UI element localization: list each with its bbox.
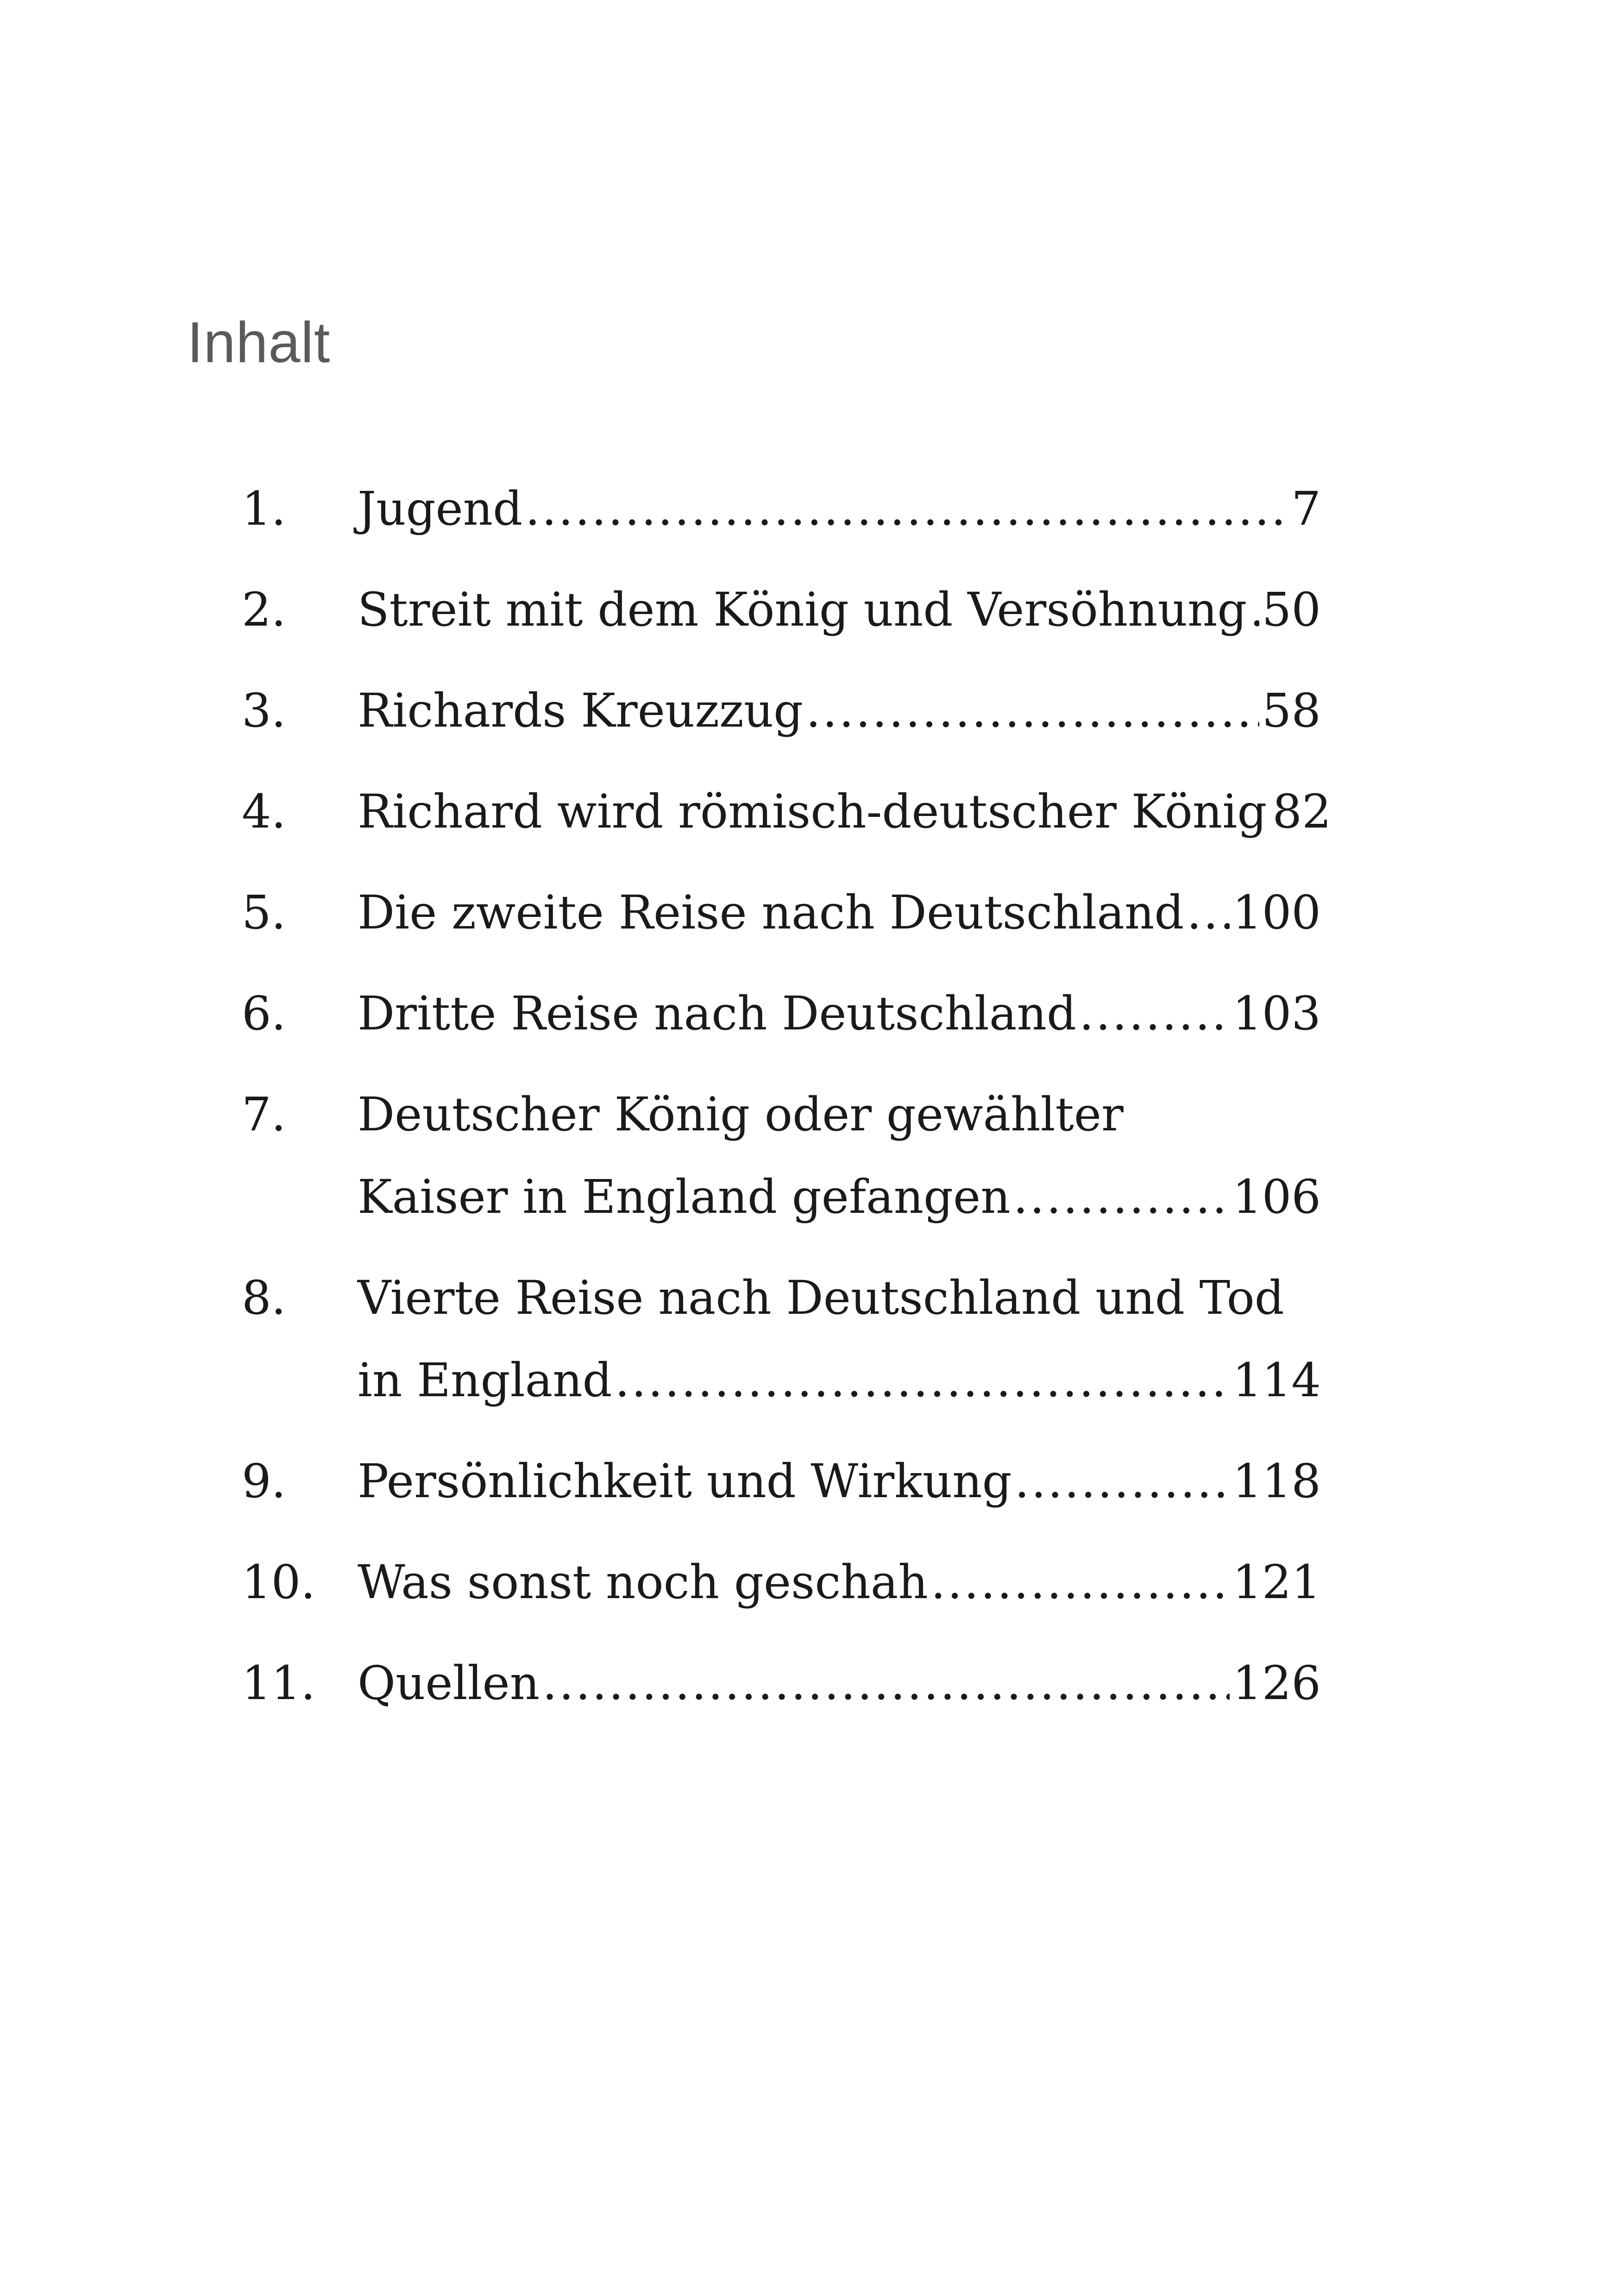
dot-leader [1013, 1156, 1230, 1238]
entry-number: 11. [242, 1656, 316, 1710]
entry-page-number: 103 [1232, 986, 1321, 1041]
entry-body [358, 1073, 1321, 1238]
entry-number: 8. [242, 1271, 286, 1325]
entry-number: 1. [242, 482, 286, 536]
toc-entry[interactable] [242, 872, 1321, 954]
entry-title: Jugend [358, 482, 523, 536]
table-of-contents [242, 468, 1332, 1743]
entry-body [358, 468, 1321, 550]
entry-title: Quellen [358, 1656, 540, 1710]
entry-row [358, 1339, 1321, 1422]
entry-body [358, 1541, 1321, 1624]
entry-row [358, 468, 1321, 550]
dot-leader [525, 468, 1288, 550]
toc-heading: Inhalt [187, 311, 331, 375]
entry-page-number: 106 [1232, 1170, 1321, 1224]
toc-entry[interactable] [242, 771, 1332, 853]
entry-row [358, 1541, 1321, 1624]
entry-row [358, 771, 1332, 853]
toc-entry[interactable] [242, 972, 1321, 1055]
entry-body [358, 1642, 1321, 1725]
entry-title: Kaiser in England gefangen [358, 1170, 1011, 1224]
entry-title: Dritte Reise nach Deutschland [358, 986, 1076, 1041]
entry-title: Richards Kreuzzug [358, 684, 804, 738]
dot-leader [615, 1339, 1230, 1422]
toc-entry[interactable] [242, 569, 1321, 651]
entry-row [358, 1156, 1321, 1238]
entry-body [358, 1440, 1321, 1523]
entry-row [358, 1642, 1321, 1725]
dot-leader [1079, 972, 1230, 1055]
dot-leader [542, 1642, 1230, 1725]
entry-row [358, 872, 1321, 954]
entry-body [358, 872, 1321, 954]
entry-page-number: 118 [1232, 1454, 1321, 1508]
entry-number: 6. [242, 986, 286, 1041]
entry-number: 2. [242, 583, 286, 637]
entry-title: Richard wird römisch-deutscher König [358, 784, 1267, 839]
entry-number: 7. [242, 1087, 286, 1142]
dot-leader [1187, 872, 1230, 954]
dot-leader [1015, 1440, 1230, 1523]
entry-page-number: 100 [1232, 885, 1321, 940]
entry-page-number: 58 [1262, 684, 1321, 738]
entry-title: Die zweite Reise nach Deutschland [358, 885, 1184, 940]
entry-title-first-line: Vierte Reise nach Deutschland und Tod [358, 1271, 1284, 1325]
entry-number: 5. [242, 885, 286, 940]
entry-page-number: 114 [1232, 1353, 1321, 1407]
entry-page-number: 82 [1272, 784, 1332, 839]
entry-title: Persönlichkeit und Wirkung [358, 1454, 1012, 1508]
entry-title: Was sonst noch geschah [358, 1555, 928, 1609]
entry-body [358, 569, 1321, 651]
entry-title: Streit mit dem König und Versöhnung [358, 583, 1247, 637]
entry-row [358, 1440, 1321, 1523]
entry-number: 9. [242, 1454, 286, 1508]
toc-entry[interactable] [242, 670, 1321, 752]
toc-entry[interactable] [242, 1440, 1321, 1523]
entry-page-number: 126 [1232, 1656, 1321, 1710]
entry-page-number: 121 [1232, 1555, 1321, 1609]
dot-leader [806, 670, 1259, 752]
entry-page-number: 50 [1262, 583, 1321, 637]
toc-entry[interactable] [242, 1541, 1321, 1624]
entry-body [358, 771, 1332, 853]
entry-page-number: 7 [1291, 482, 1321, 536]
entry-title-first-line: Deutscher König oder gewählter [358, 1087, 1124, 1142]
entry-number: 4. [242, 784, 286, 839]
dot-leader [931, 1541, 1230, 1624]
entry-number: 3. [242, 684, 286, 738]
toc-entry[interactable] [242, 1642, 1321, 1725]
entry-row [358, 670, 1321, 752]
dot-leader [1250, 569, 1259, 651]
entry-number: 10. [242, 1555, 316, 1609]
toc-entry[interactable] [242, 468, 1321, 550]
entry-body [358, 1257, 1321, 1422]
toc-entry[interactable] [242, 1073, 1321, 1238]
toc-entry[interactable] [242, 1257, 1321, 1422]
entry-title: in England [358, 1353, 612, 1407]
entry-body [358, 670, 1321, 752]
entry-row [358, 569, 1321, 651]
entry-body [358, 972, 1321, 1055]
entry-row [358, 972, 1321, 1055]
